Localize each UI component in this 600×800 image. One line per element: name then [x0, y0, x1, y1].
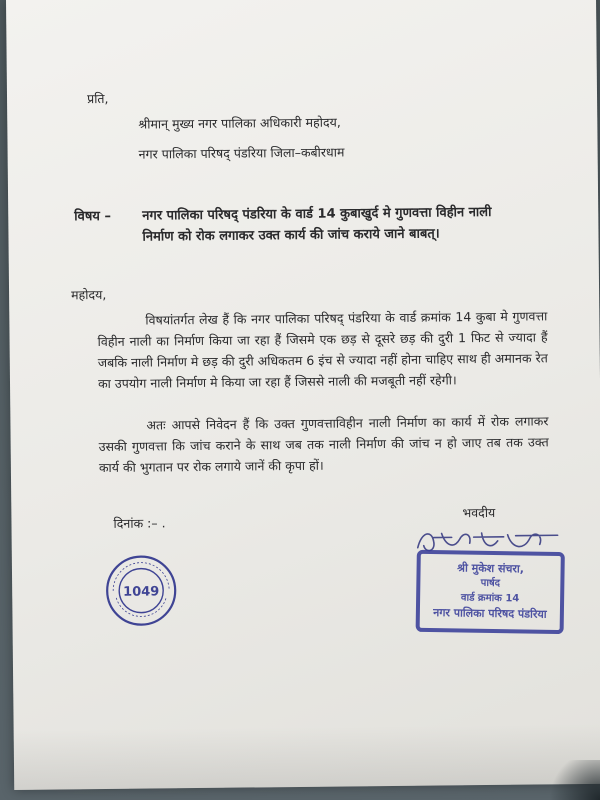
closing: भवदीय: [462, 504, 496, 521]
round-seal-stamp: [104, 553, 179, 628]
to-label: प्रति,: [86, 90, 109, 107]
subject-line-2: निर्माण को रोक लगाकर उक्त कार्य की जांच कराये जाने बाबत्।: [142, 226, 440, 245]
date-label: दिनांक :– .: [113, 515, 166, 531]
letter-page: [6, 0, 600, 790]
stamp-designation: पार्षद: [480, 577, 501, 590]
subject-line-1: नगर पालिका परिषद् पंडरिया के वार्ड 14 कुबाखुर्द मे गुणवत्ता विहीन नाली: [142, 204, 492, 224]
stamp-name: श्री मुकेश संचरा,: [457, 561, 525, 576]
round-stamp-number: 1049: [123, 584, 160, 600]
recipient-line-2: नगर पालिका परिषद् पंडरिया जिला–कबीरधाम: [138, 144, 345, 162]
subject-label: विषय –: [74, 208, 112, 225]
recipient-line-1: श्रीमान् मुख्य नगर पालिका अधिकारी महोदय,: [138, 114, 341, 132]
body-paragraph-2: अतः आपसे निवेदन हैं कि उक्त गुणवत्ताविहीन नाली निर्माण का कार्य में रोक लगाकर उसकी गुणवत्ता कि जांच कराने के साथ जब तक नाली निर्माण की जांच न हो जाए तब तक उक्त कार्य की भुगतान पर रोक लगाये जानें की कृपा हों।: [98, 413, 549, 476]
stamp-council: नगर पालिका परिषद पंडरिया: [433, 606, 547, 621]
background-corner: [540, 760, 600, 800]
stamp-ward: वार्ड क्रमांक 14: [460, 592, 520, 605]
body-paragraph-1: विषयांतर्गत लेख हैं कि नगर पालिका परिषद् पंडरिया के वार्ड क्रमांक 14 कुबा मे गुणवत्ता विहीन नाली का निर्माण किया जा रहा हैं जिसमे एक छड़ से दूसरे छड़ की दुरी 1 फिट से ज्यादा हैं जबकि नाली निर्माण मे छड़ की दुरी अधिकतम 6 इंच से ज्यादा नहीं होना चाहिए साथ ही अमानक रेत का उपयोग नाली निर्माण मे किया जा रहा हैं जिससे नाली की मजबूती नहीं रहेगी।: [97, 308, 548, 392]
name-designation-stamp: [416, 550, 565, 634]
salutation: महोदय,: [71, 286, 107, 303]
